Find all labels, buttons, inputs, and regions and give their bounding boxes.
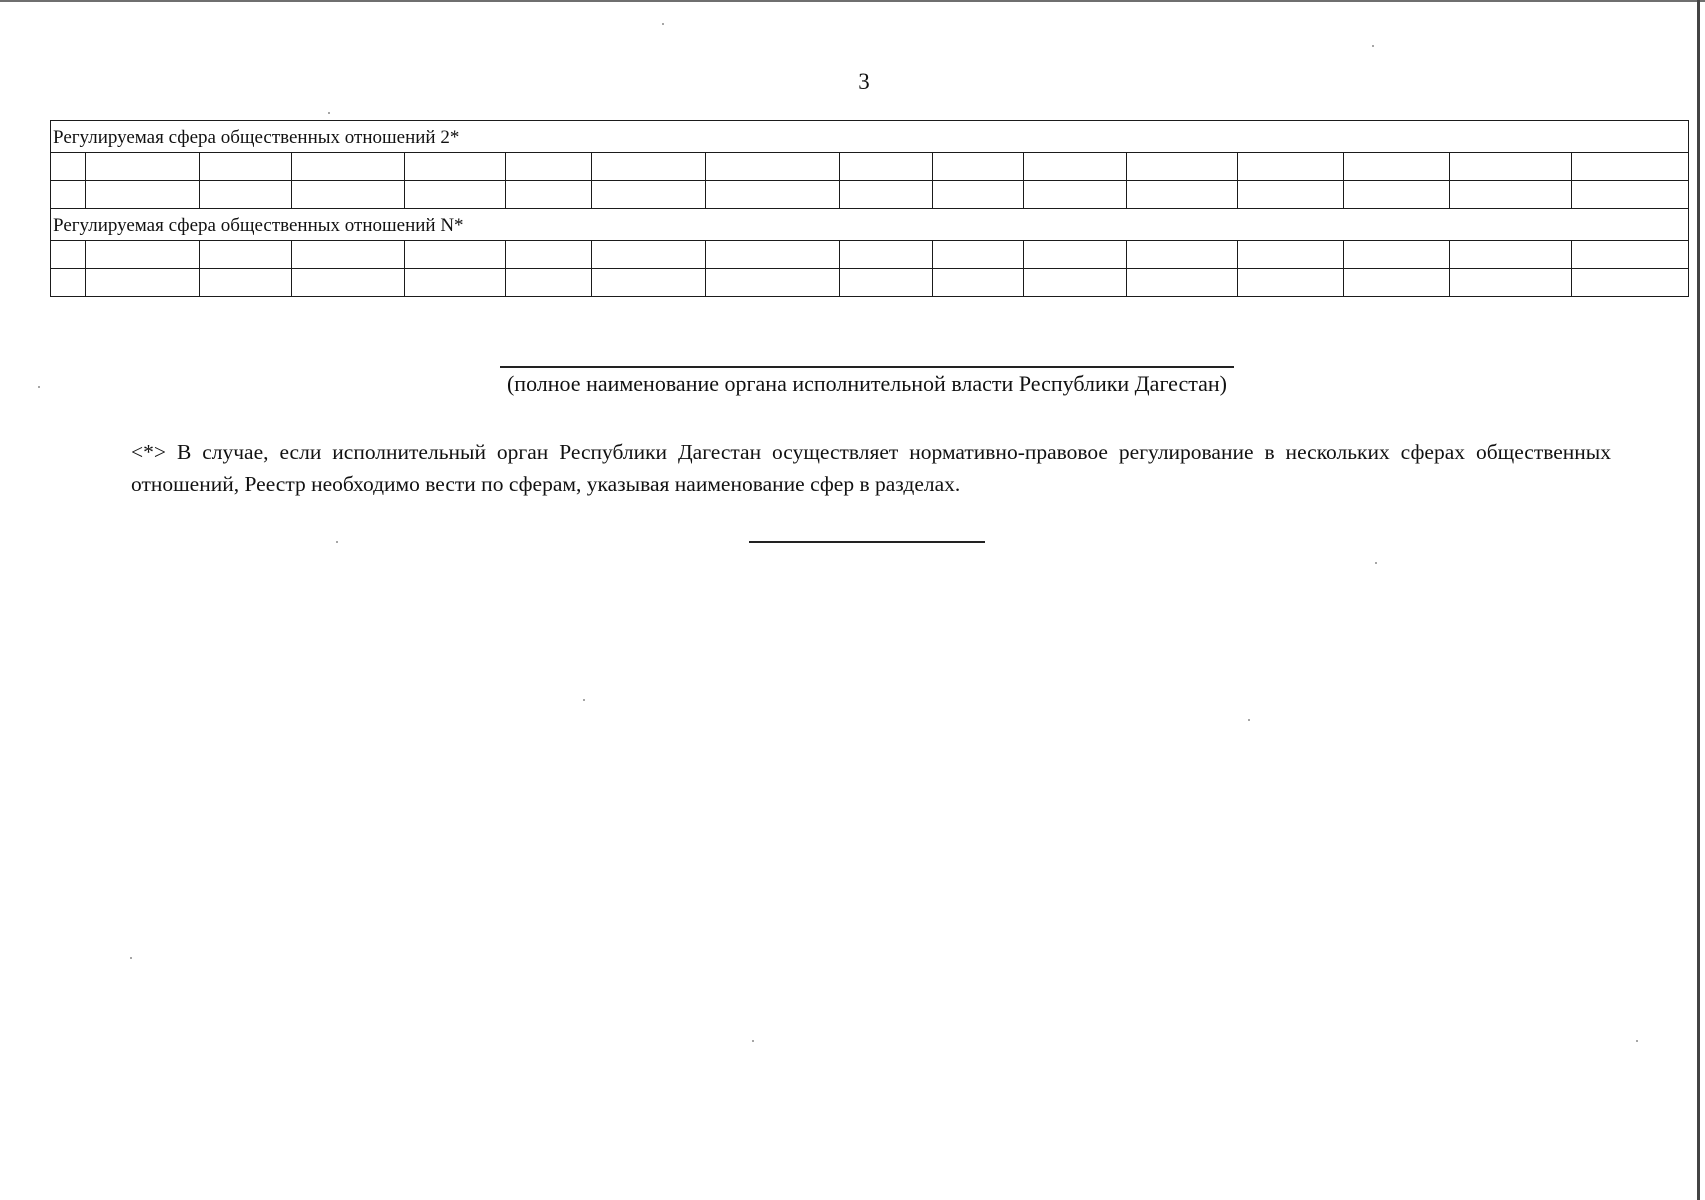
footnote: <*> В случае, если исполнительный орган Республики Дагестан осуществляет нормативно-правовое регулирование в нескольких сферах общественных отношений, Реестр необходимо вести по сферам, указывая наименование сфер в разделах. xyxy=(131,440,1611,496)
table-cell xyxy=(592,181,706,209)
table-cell xyxy=(405,241,506,269)
table-cell xyxy=(86,153,200,181)
table-cell xyxy=(1127,269,1238,297)
table-cell xyxy=(292,181,405,209)
scan-speck xyxy=(1636,1040,1638,1042)
table-cell xyxy=(1238,269,1344,297)
table-cell xyxy=(506,269,592,297)
table-cell xyxy=(51,153,86,181)
table-cell xyxy=(1024,181,1127,209)
table-cell xyxy=(706,241,840,269)
table-cell xyxy=(840,181,933,209)
table-cell xyxy=(1450,153,1572,181)
scan-speck xyxy=(662,23,664,25)
section-title: Регулируемая сфера общественных отношений 2* xyxy=(51,121,1689,153)
table-cell xyxy=(1450,269,1572,297)
table-cell xyxy=(1572,181,1689,209)
table-cell xyxy=(933,269,1024,297)
table-cell xyxy=(200,241,292,269)
table-cell xyxy=(1572,241,1689,269)
table-cell xyxy=(506,241,592,269)
table-cell xyxy=(292,269,405,297)
table-cell xyxy=(592,241,706,269)
scan-top-edge xyxy=(0,0,1705,2)
table-cell xyxy=(200,269,292,297)
scan-speck xyxy=(1375,562,1377,564)
table-cell xyxy=(1344,241,1450,269)
table-cell xyxy=(592,269,706,297)
table-cell xyxy=(840,241,933,269)
table-cell xyxy=(1572,269,1689,297)
scan-right-edge xyxy=(1697,0,1700,1200)
table-cell xyxy=(405,269,506,297)
signature-caption: (полное наименование органа исполнительной власти Республики Дагестан) xyxy=(506,371,1228,396)
table-cell xyxy=(592,153,706,181)
table-cell xyxy=(1238,181,1344,209)
page-number: 3 xyxy=(858,69,870,94)
scan-speck xyxy=(38,386,40,388)
table-cell xyxy=(86,269,200,297)
registry-table xyxy=(50,120,1689,297)
table-cell xyxy=(51,269,86,297)
scan-speck xyxy=(1248,719,1250,721)
table-cell xyxy=(1344,181,1450,209)
section-header-row xyxy=(51,121,1689,153)
table-cell xyxy=(1572,153,1689,181)
table-cell xyxy=(706,153,840,181)
scan-speck xyxy=(328,112,330,114)
table-row xyxy=(51,269,1689,297)
table-cell xyxy=(506,153,592,181)
table-cell xyxy=(51,241,86,269)
table-cell xyxy=(292,153,405,181)
scan-speck xyxy=(1372,45,1374,47)
scan-speck xyxy=(752,1040,754,1042)
table-cell xyxy=(840,269,933,297)
table-cell xyxy=(292,241,405,269)
section-title: Регулируемая сфера общественных отношений N* xyxy=(51,209,1689,241)
section-header-row xyxy=(51,209,1689,241)
table-cell xyxy=(86,181,200,209)
table-cell xyxy=(1344,269,1450,297)
table-cell xyxy=(1450,181,1572,209)
table-cell xyxy=(1238,153,1344,181)
table-cell xyxy=(1344,153,1450,181)
table-row xyxy=(51,181,1689,209)
table-cell xyxy=(405,181,506,209)
table-cell xyxy=(1238,241,1344,269)
table-cell xyxy=(200,181,292,209)
table-cell xyxy=(933,241,1024,269)
table-cell xyxy=(405,153,506,181)
table-cell xyxy=(933,153,1024,181)
scan-speck xyxy=(583,699,585,701)
table-cell xyxy=(1450,241,1572,269)
table-cell xyxy=(840,153,933,181)
table-cell xyxy=(1127,153,1238,181)
table-cell xyxy=(933,181,1024,209)
registry-table-body xyxy=(51,121,1689,297)
table-cell xyxy=(706,269,840,297)
table-cell xyxy=(1024,153,1127,181)
table-row xyxy=(51,153,1689,181)
scan-speck xyxy=(130,957,132,959)
table-row xyxy=(51,241,1689,269)
table-cell xyxy=(200,153,292,181)
table-cell xyxy=(1127,181,1238,209)
table-cell xyxy=(86,241,200,269)
end-rule xyxy=(749,541,985,543)
table-cell xyxy=(1024,269,1127,297)
table-cell xyxy=(506,181,592,209)
table-cell xyxy=(1024,241,1127,269)
signature-line xyxy=(500,366,1234,368)
table-cell xyxy=(51,181,86,209)
table-cell xyxy=(706,181,840,209)
table-cell xyxy=(1127,241,1238,269)
scan-speck xyxy=(336,541,338,543)
